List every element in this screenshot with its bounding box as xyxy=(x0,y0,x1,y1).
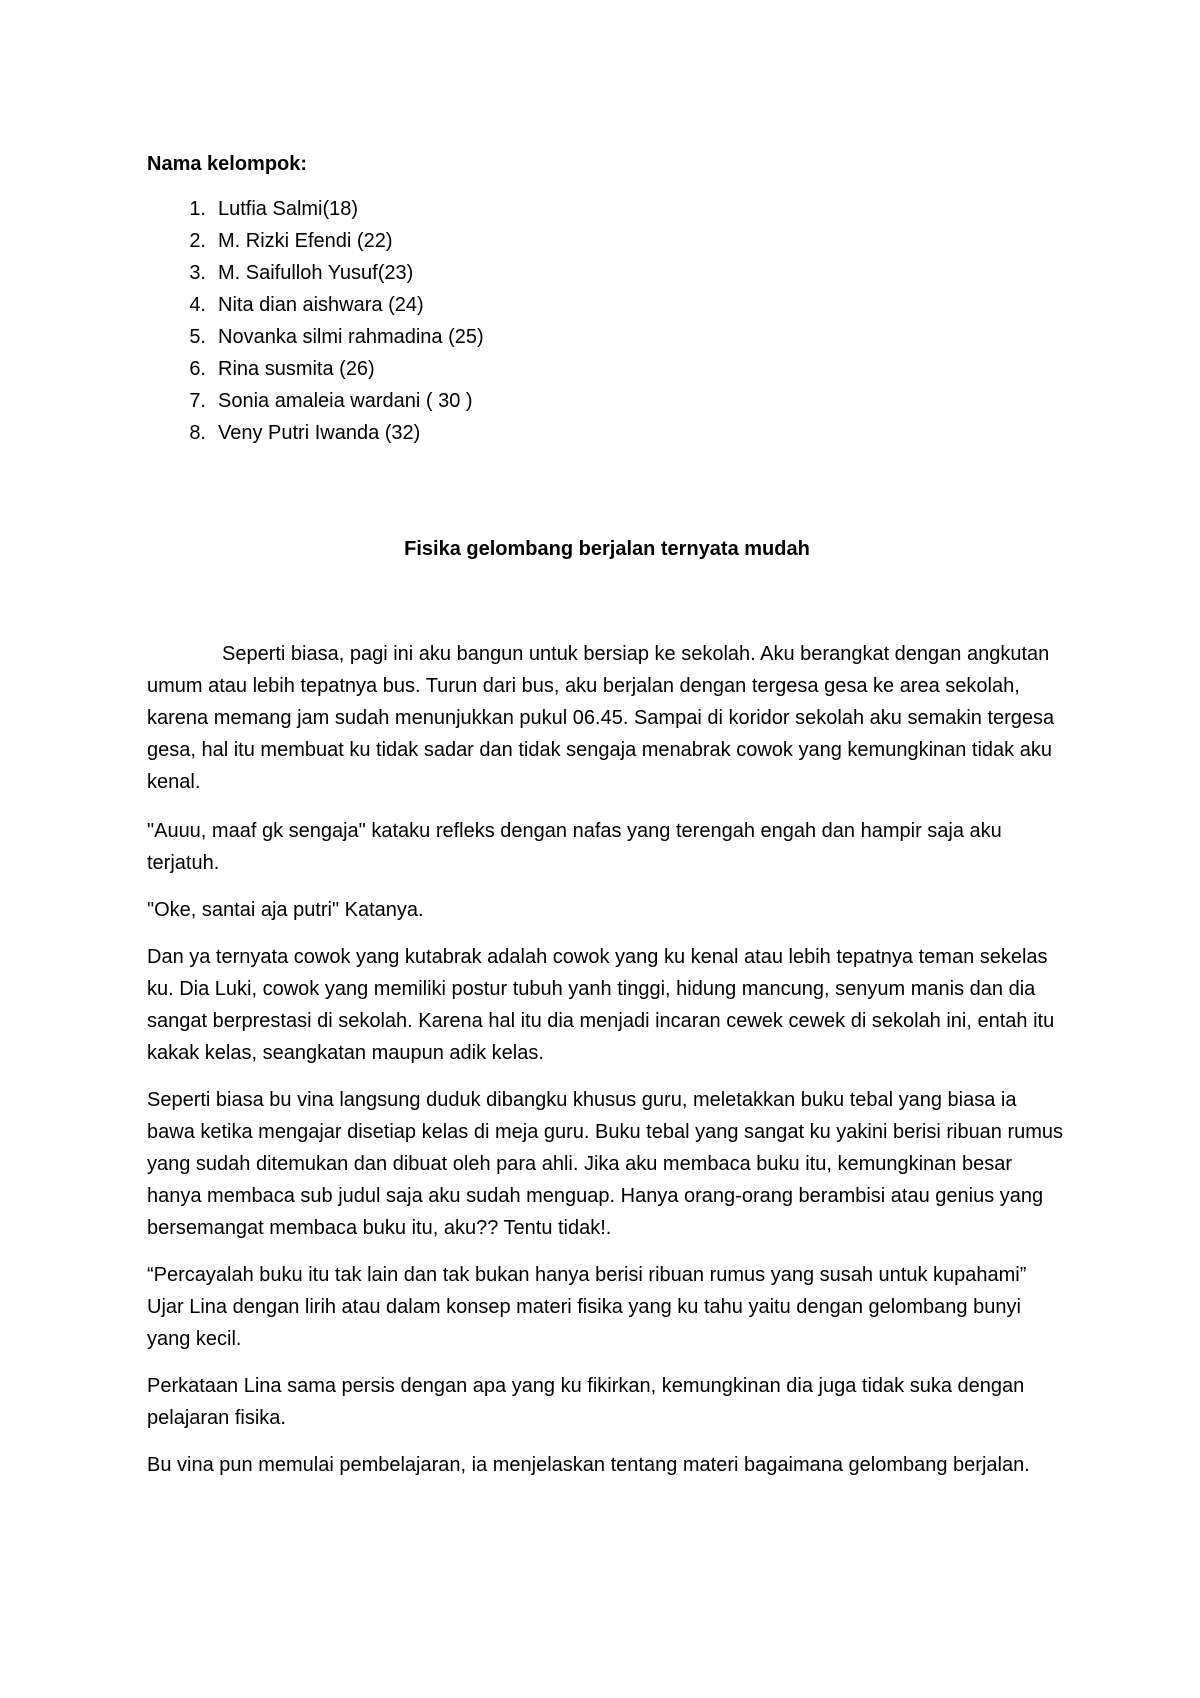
list-item xyxy=(147,353,1067,385)
member-name: Novanka silmi rahmadina (25) xyxy=(218,326,484,348)
list-number: 8. xyxy=(189,422,206,444)
group-heading: Nama kelompok: xyxy=(147,153,308,175)
story-paragraph: “Percayalah buku itu tak lain dan tak bukan hanya berisi ribuan rumus yang susah untuk kupahami” Ujar Lina dengan lirih atau dalam konsep materi fisika yang ku tahu yaitu dengan gelombang bunyi yang kecil. xyxy=(147,1264,1027,1350)
story-paragraph: Seperti biasa bu vina langsung duduk dibangku khusus guru, meletakkan buku tebal yang biasa ia bawa ketika mengajar disetiap kelas di meja guru. Buku tebal yang sangat ku yakini berisi ribuan rumus yang sudah ditemukan dan dibuat oleh para ahli. Jika aku membaca buku itu, kemungkinan besar hanya membaca sub judul saja aku sudah menguap. Hanya orang-orang berambisi atau genius yang bersemangat membaca buku itu, aku?? Tentu tidak!. xyxy=(147,1089,1064,1239)
story-paragraph: "Auuu, maaf gk sengaja" kataku refleks dengan nafas yang terengah engah dan hampir saja aku terjatuh. xyxy=(147,820,1002,874)
list-item xyxy=(147,289,1067,321)
list-item xyxy=(147,417,1067,449)
member-list xyxy=(147,193,1067,449)
list-item xyxy=(147,225,1067,257)
story-paragraph: Bu vina pun memulai pembelajaran, ia menjelaskan tentang materi bagaimana gelombang berjalan. xyxy=(147,1454,1030,1476)
list-item xyxy=(147,321,1067,353)
list-number: 1. xyxy=(189,198,206,220)
member-name: Veny Putri Iwanda (32) xyxy=(218,422,421,444)
member-name: Rina susmita (26) xyxy=(218,358,375,380)
member-name: Lutfia Salmi(18) xyxy=(218,198,359,220)
story-paragraph: Seperti biasa, pagi ini aku bangun untuk bersiap ke sekolah. Aku berangkat dengan angkutan umum atau lebih tepatnya bus. Turun dari bus, aku berjalan dengan tergesa gesa ke area sekolah, karena memang jam sudah menunjukkan pukul 06.45. Sampai di koridor sekolah aku semakin tergesa gesa, hal itu membuat ku tidak sadar dan tidak sengaja menabrak cowok yang kemungkinan tidak aku kenal. xyxy=(147,643,1055,793)
story-paragraph: Perkataan Lina sama persis dengan apa yang ku fikirkan, kemungkinan dia juga tidak suka dengan pelajaran fisika. xyxy=(147,1375,1025,1429)
list-item xyxy=(147,257,1067,289)
list-item xyxy=(147,385,1067,417)
list-number: 4. xyxy=(189,294,206,316)
list-number: 2. xyxy=(189,230,206,252)
member-name: Nita dian aishwara (24) xyxy=(218,294,424,316)
list-item xyxy=(147,193,1067,225)
document-content xyxy=(147,148,1067,1496)
member-name: M. Saifulloh Yusuf(23) xyxy=(218,262,414,284)
list-number: 3. xyxy=(189,262,206,284)
list-number: 6. xyxy=(189,358,206,380)
list-number: 5. xyxy=(189,326,206,348)
list-number: 7. xyxy=(189,390,206,412)
member-name: M. Rizki Efendi (22) xyxy=(218,230,393,252)
story-paragraph: Dan ya ternyata cowok yang kutabrak adalah cowok yang ku kenal atau lebih tepatnya teman sekelas ku. Dia Luki, cowok yang memiliki postur tubuh yanh tinggi, hidung mancung, senyum manis dan dia sangat berprestasi di sekolah. Karena hal itu dia menjadi incaran cewek cewek di sekolah ini, entah itu kakak kelas, seangkatan maupun adik kelas. xyxy=(147,946,1055,1064)
member-name: Sonia amaleia wardani ( 30 ) xyxy=(218,390,473,412)
story-paragraph: "Oke, santai aja putri" Katanya. xyxy=(147,899,424,921)
story-title: Fisika gelombang berjalan ternyata mudah xyxy=(404,538,810,560)
